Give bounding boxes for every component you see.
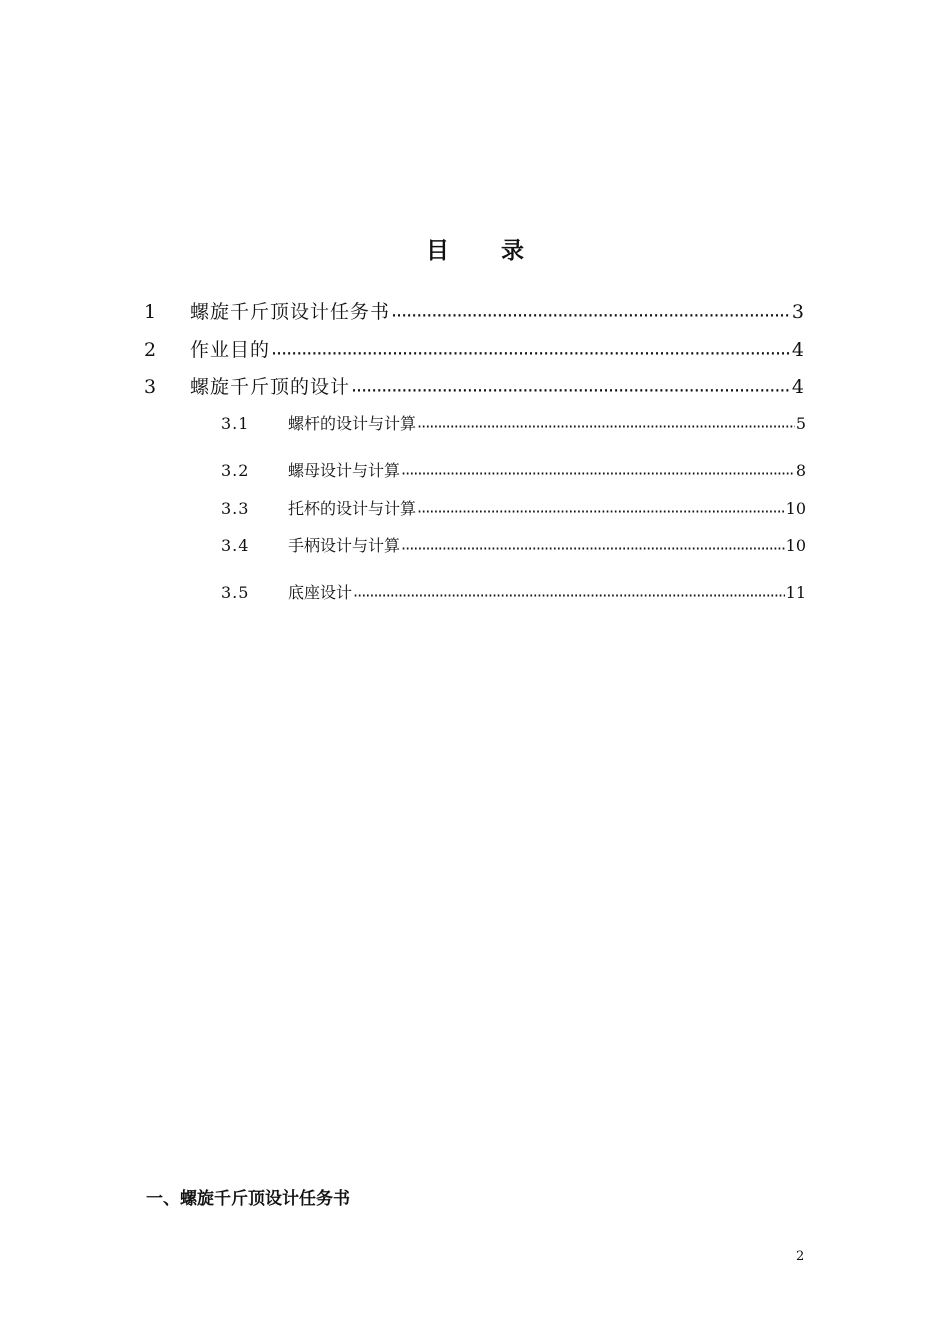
toc-subentry-title: 螺杆的设计与计算 <box>288 414 417 433</box>
toc-entry-number: 1 <box>144 301 157 323</box>
toc-leader-dots <box>417 421 795 437</box>
toc-leader-dots <box>391 310 791 329</box>
toc-leader-dots <box>401 468 795 484</box>
toc-entry[interactable] <box>144 335 804 363</box>
toc-entry-title: 螺旋千斤顶设计任务书 <box>190 301 391 323</box>
toc-entry-page: 4 <box>791 339 804 361</box>
toc-entry-number: 3 <box>144 376 157 398</box>
toc-subentry-number: 3.1 <box>221 414 250 433</box>
toc-title: 目 录 <box>425 238 546 264</box>
toc-subentry-number: 3.2 <box>221 461 250 480</box>
toc-subentry[interactable] <box>221 533 806 557</box>
toc-subentry-title: 底座设计 <box>288 583 353 602</box>
toc-subentry-title: 手柄设计与计算 <box>288 536 401 555</box>
toc-subentry[interactable] <box>221 458 806 482</box>
toc-subentry-title: 托杯的设计与计算 <box>288 499 417 518</box>
toc-entry-page: 3 <box>791 301 804 323</box>
toc-subentry-number: 3.5 <box>221 583 250 602</box>
toc-leader-dots <box>417 506 785 522</box>
page-number: 2 <box>796 1249 805 1264</box>
toc-subentry-number: 3.4 <box>221 536 250 555</box>
toc-leader-dots <box>353 590 785 606</box>
toc-subentry-page: 8 <box>795 461 806 480</box>
toc-leader-dots <box>351 385 791 404</box>
toc-subentry-title: 螺母设计与计算 <box>288 461 401 480</box>
toc-subentry-page: 11 <box>785 583 806 602</box>
toc-entry[interactable] <box>144 372 804 400</box>
toc-subentry-page: 5 <box>795 414 806 433</box>
toc-leader-dots <box>401 543 785 559</box>
toc-entry-title: 作业目的 <box>190 339 271 361</box>
toc-entry-title: 螺旋千斤顶的设计 <box>190 376 351 398</box>
section-heading: 一、螺旋千斤顶设计任务书 <box>146 1189 350 1209</box>
toc-subentry-page: 10 <box>785 536 806 555</box>
toc-subentry-page: 10 <box>785 499 806 518</box>
toc-leader-dots <box>271 348 791 367</box>
toc-subentry[interactable] <box>221 411 806 435</box>
toc-subentry[interactable] <box>221 496 806 520</box>
toc-entry-page: 4 <box>791 376 804 398</box>
toc-entry-number: 2 <box>144 339 157 361</box>
toc-entry[interactable] <box>144 297 804 325</box>
toc-subentry[interactable] <box>221 580 806 604</box>
toc-subentry-number: 3.3 <box>221 499 250 518</box>
